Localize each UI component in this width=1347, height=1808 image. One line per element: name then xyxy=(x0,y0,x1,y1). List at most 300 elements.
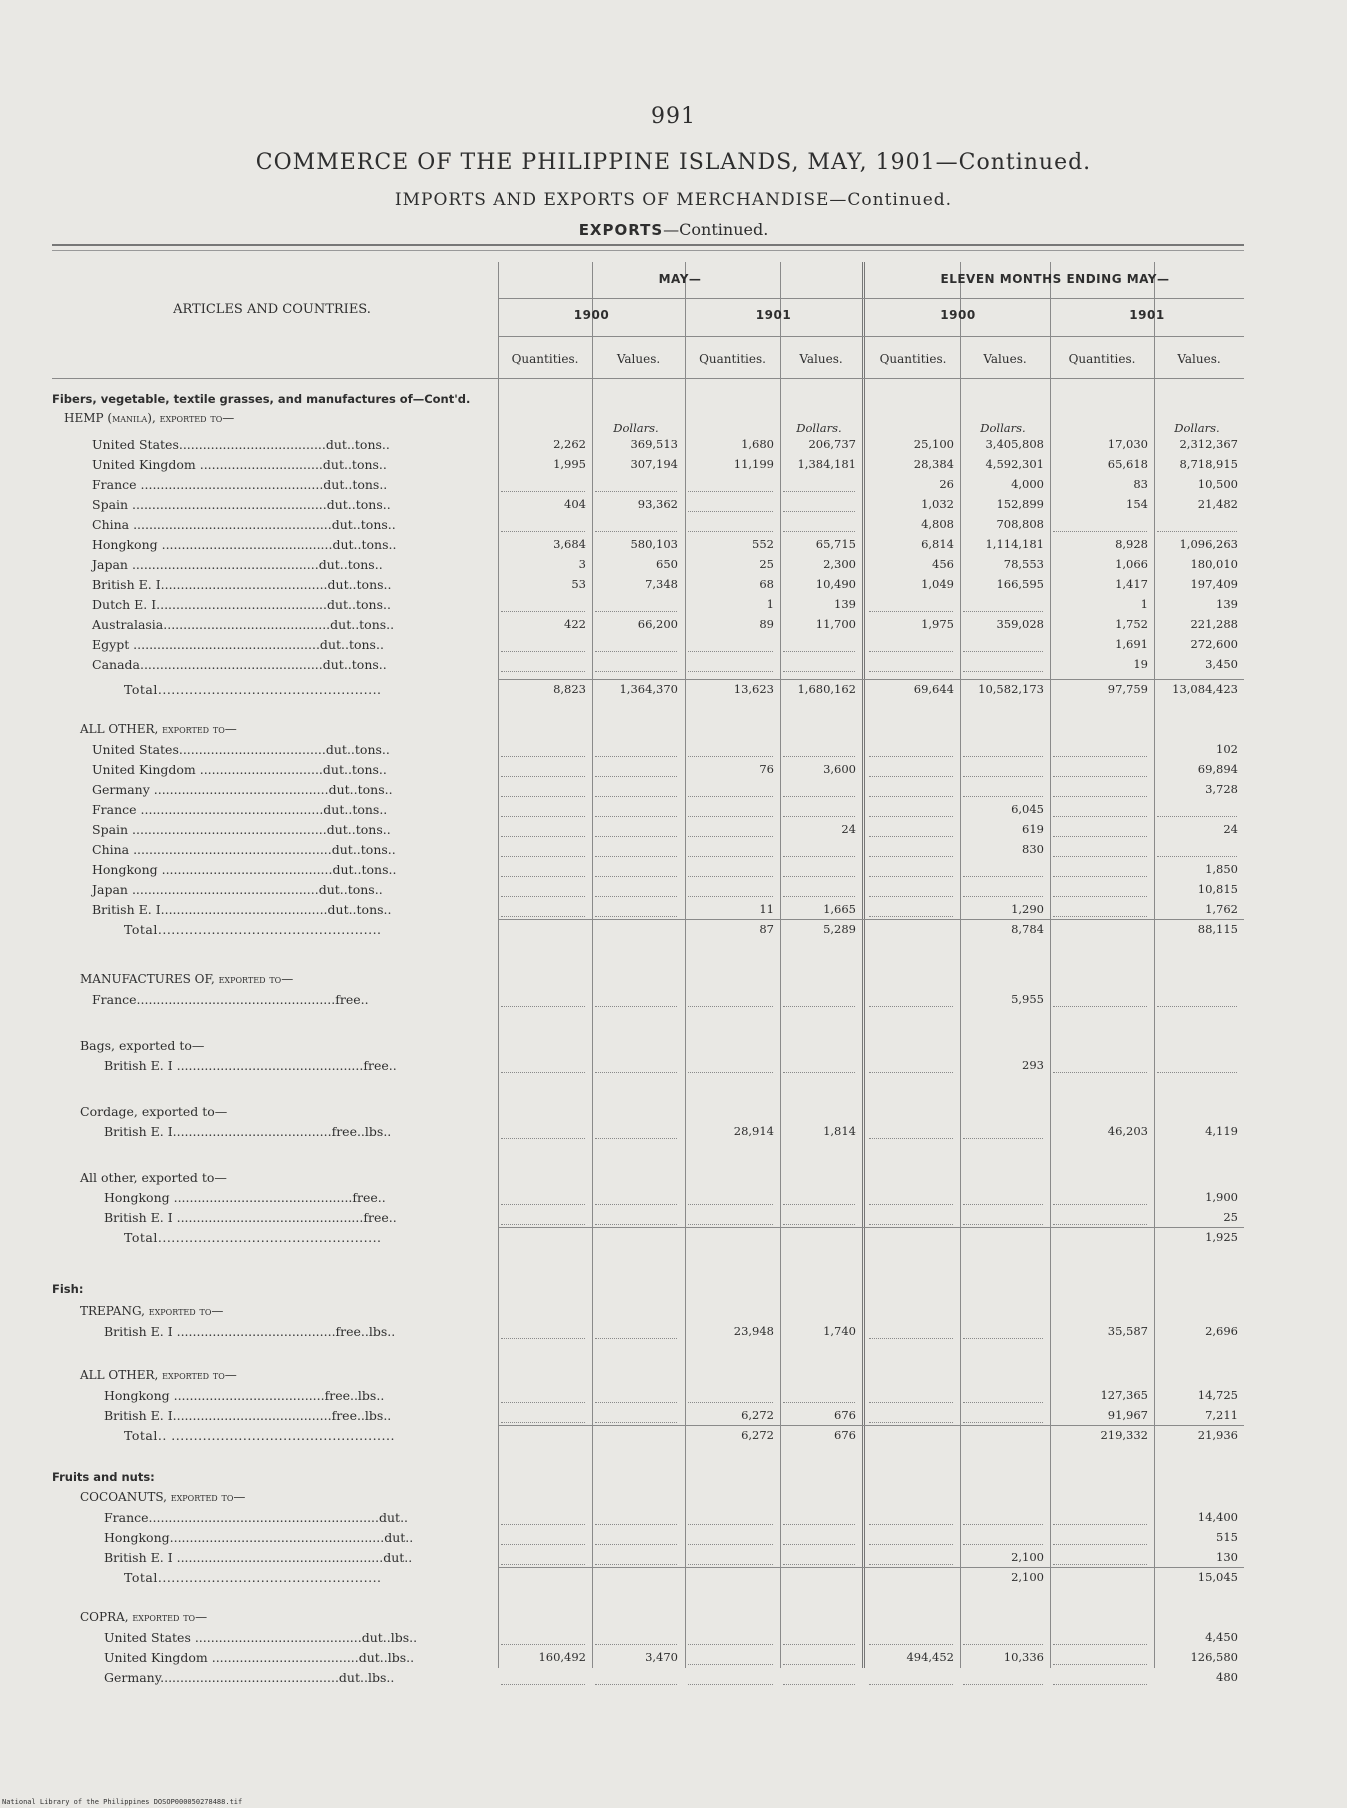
dot-leader xyxy=(595,1564,677,1565)
table-cell: 8,784 xyxy=(1011,922,1044,936)
table-cell: 293 xyxy=(1022,1058,1044,1072)
dot-leader xyxy=(783,1072,855,1073)
table-cell: 127,365 xyxy=(1100,1388,1148,1402)
table-cell: 1,096,263 xyxy=(1179,537,1238,551)
section-title-bold: EXPORTS xyxy=(578,221,664,239)
dot-leader xyxy=(688,1564,773,1565)
dot-leader xyxy=(1157,856,1237,857)
table-cell: 8,718,915 xyxy=(1179,457,1238,471)
col-divider xyxy=(1050,262,1051,1668)
dot-leader xyxy=(783,1224,855,1225)
dot-leader xyxy=(963,896,1043,897)
dot-leader xyxy=(869,876,953,877)
table-cell: 580,103 xyxy=(630,537,678,551)
table-cell: 28,384 xyxy=(913,457,954,471)
dot-leader xyxy=(963,651,1043,652)
dot-leader xyxy=(869,1338,953,1339)
dot-leader xyxy=(783,671,855,672)
table-cell: 87 xyxy=(759,922,774,936)
dot-leader xyxy=(1053,1006,1147,1007)
row-label: British E. I..........................................dut..tons.. xyxy=(92,577,392,592)
table-cell: 1,032 xyxy=(921,497,954,511)
row-label: MANUFACTURES OF, exported to— xyxy=(80,972,294,986)
table-cell: 10,336 xyxy=(1003,1650,1044,1664)
dot-leader xyxy=(869,1138,953,1139)
table-cell: 480 xyxy=(1216,1670,1238,1684)
dot-leader xyxy=(688,1224,773,1225)
dot-leader xyxy=(595,1422,677,1423)
dot-leader xyxy=(963,1422,1043,1423)
dot-leader xyxy=(783,876,855,877)
table-cell: 6,272 xyxy=(741,1428,774,1442)
table-cell: 2,262 xyxy=(553,437,586,451)
total-rule xyxy=(498,1227,1244,1228)
dot-leader xyxy=(595,816,677,817)
table-cell: 68 xyxy=(759,577,774,591)
dot-leader xyxy=(501,1338,585,1339)
dot-leader xyxy=(688,756,773,757)
dot-leader xyxy=(688,531,773,532)
header-quantities: Quantities. xyxy=(1068,352,1136,366)
table-cell: 130 xyxy=(1216,1550,1238,1564)
dot-leader xyxy=(1053,856,1147,857)
table-cell: 154 xyxy=(1126,497,1148,511)
table-cell: 456 xyxy=(932,557,954,571)
unit-label: Dollars. xyxy=(1174,421,1220,435)
row-label: Hongkong ...........................................dut..tons.. xyxy=(92,862,397,877)
table-cell: 69,644 xyxy=(913,682,954,696)
row-label: China ..................................................dut..tons.. xyxy=(92,517,396,532)
dot-leader xyxy=(963,1524,1043,1525)
header-quantities: Quantities. xyxy=(511,352,579,366)
dot-leader xyxy=(869,816,953,817)
header-quantities: Quantities. xyxy=(699,352,766,366)
table-cell: 1,114,181 xyxy=(985,537,1044,551)
row-label: ALL OTHER, exported to— xyxy=(80,722,237,736)
dot-leader xyxy=(1053,1204,1147,1205)
dot-leader xyxy=(869,756,953,757)
dot-leader xyxy=(595,1072,677,1073)
table-cell: 11,700 xyxy=(815,617,856,631)
dot-leader xyxy=(501,1072,585,1073)
dot-leader xyxy=(501,836,585,837)
table-cell: 6,272 xyxy=(741,1408,774,1422)
dot-leader xyxy=(963,1544,1043,1545)
dot-leader xyxy=(963,1138,1043,1139)
row-label: United Kingdom ...............................dut..tons.. xyxy=(92,457,387,472)
table-cell: 13,623 xyxy=(733,682,774,696)
row-label: Total.................................................. xyxy=(124,922,382,937)
dot-leader xyxy=(688,1006,773,1007)
table-cell: 7,348 xyxy=(645,577,678,591)
dot-leader xyxy=(595,491,677,492)
dot-leader xyxy=(869,671,953,672)
dot-leader xyxy=(783,1564,855,1565)
dot-leader xyxy=(1053,816,1147,817)
dot-leader xyxy=(1053,1524,1147,1525)
table-cell: 166,595 xyxy=(996,577,1044,591)
dot-leader xyxy=(595,1402,677,1403)
table-cell: 1,995 xyxy=(553,457,586,471)
col-divider xyxy=(685,262,686,1668)
dot-leader xyxy=(501,776,585,777)
dot-leader xyxy=(595,1684,677,1685)
row-label: Hongkong......................................................dut.. xyxy=(104,1530,414,1545)
dot-leader xyxy=(1157,816,1237,817)
dot-leader xyxy=(688,1402,773,1403)
footer-credit: National Library of the Philippines DOSOP000050278488.tif xyxy=(2,1798,243,1806)
table-cell: 4,000 xyxy=(1011,477,1044,491)
table-cell: 5,289 xyxy=(823,922,856,936)
dot-leader xyxy=(869,1204,953,1205)
table-cell: 139 xyxy=(834,597,856,611)
table-cell: 359,028 xyxy=(996,617,1044,631)
dot-leader xyxy=(595,671,677,672)
row-label: Hongkong .............................................free.. xyxy=(104,1190,386,1205)
table-cell: 180,010 xyxy=(1190,557,1238,571)
row-label: United Kingdom .....................................dut..lbs.. xyxy=(104,1650,415,1665)
dot-leader xyxy=(688,876,773,877)
row-label: Fibers, vegetable, textile grasses, and manufactures of—Cont'd. xyxy=(52,392,471,406)
dot-leader xyxy=(1053,896,1147,897)
table-cell: 76 xyxy=(759,762,774,776)
dot-leader xyxy=(595,1524,677,1525)
row-label: Total.................................................. xyxy=(124,682,382,697)
dot-leader xyxy=(963,1224,1043,1225)
table-cell: 25 xyxy=(759,557,774,571)
table-cell: 197,409 xyxy=(1190,577,1238,591)
dot-leader xyxy=(869,1524,953,1525)
table-cell: 97,759 xyxy=(1107,682,1148,696)
table-cell: 14,400 xyxy=(1197,1510,1238,1524)
dot-leader xyxy=(595,1204,677,1205)
dot-leader xyxy=(1053,1684,1147,1685)
header-period-eleven: ELEVEN MONTHS ENDING MAY— xyxy=(940,272,1170,286)
table-cell: 25 xyxy=(1223,1210,1238,1224)
row-label: France..................................................free.. xyxy=(92,992,369,1007)
dot-leader xyxy=(501,1544,585,1545)
dot-leader xyxy=(783,1204,855,1205)
dot-leader xyxy=(595,776,677,777)
total-rule xyxy=(498,1425,1244,1426)
dot-leader xyxy=(869,1072,953,1073)
table-cell: 2,300 xyxy=(823,557,856,571)
table-cell: 28,914 xyxy=(733,1124,774,1138)
dot-leader xyxy=(595,1644,677,1645)
header-rule xyxy=(498,298,1244,299)
table-cell: 21,936 xyxy=(1197,1428,1238,1442)
dot-leader xyxy=(595,836,677,837)
table-cell: 3,405,808 xyxy=(985,437,1044,451)
row-label: COCOANUTS, exported to— xyxy=(80,1490,246,1504)
table-cell: 3,684 xyxy=(553,537,586,551)
dot-leader xyxy=(783,491,855,492)
table-cell: 7,211 xyxy=(1205,1408,1238,1422)
table-cell: 1 xyxy=(1140,597,1148,611)
row-label: United Kingdom ...............................dut..tons.. xyxy=(92,762,387,777)
dot-leader xyxy=(595,876,677,877)
dot-leader xyxy=(501,1006,585,1007)
table-cell: 102 xyxy=(1216,742,1238,756)
dot-leader xyxy=(869,856,953,857)
table-cell: 676 xyxy=(834,1428,856,1442)
table-cell: 24 xyxy=(841,822,856,836)
dot-leader xyxy=(1053,1644,1147,1645)
header-rule xyxy=(498,336,1244,337)
col-divider xyxy=(498,262,499,1668)
dot-leader xyxy=(783,1524,855,1525)
table-cell: 1,975 xyxy=(921,617,954,631)
dot-leader xyxy=(688,896,773,897)
dot-leader xyxy=(501,1224,585,1225)
dot-leader xyxy=(963,1338,1043,1339)
dot-leader xyxy=(595,856,677,857)
top-rule-secondary xyxy=(52,250,1244,251)
dot-leader xyxy=(783,1664,855,1665)
dot-leader xyxy=(595,1338,677,1339)
dot-leader xyxy=(1053,836,1147,837)
row-label: China ..................................................dut..tons.. xyxy=(92,842,396,857)
dot-leader xyxy=(688,1072,773,1073)
row-label: HEMP (manila), exported to— xyxy=(64,411,235,425)
col-divider xyxy=(780,262,781,1668)
table-cell: 24 xyxy=(1223,822,1238,836)
row-label: Hongkong ...........................................dut..tons.. xyxy=(92,537,397,552)
dot-leader xyxy=(869,1684,953,1685)
table-cell: 1,384,181 xyxy=(797,457,856,471)
dot-leader xyxy=(869,1006,953,1007)
col-divider xyxy=(1154,262,1155,1668)
table-cell: 10,582,173 xyxy=(978,682,1044,696)
row-label: Fruits and nuts: xyxy=(52,1470,155,1484)
dot-leader xyxy=(963,756,1043,757)
table-cell: 13,084,423 xyxy=(1172,682,1238,696)
dot-leader xyxy=(869,1544,953,1545)
dot-leader xyxy=(783,651,855,652)
row-label: British E. I ........................................free..lbs.. xyxy=(104,1324,396,1339)
dot-leader xyxy=(688,1644,773,1645)
dot-leader xyxy=(688,1684,773,1685)
table-cell: 21,482 xyxy=(1197,497,1238,511)
table-cell: 1,740 xyxy=(823,1324,856,1338)
header-year-may-1900: 1900 xyxy=(573,308,610,322)
table-cell: 11 xyxy=(759,902,774,916)
table-cell: 88,115 xyxy=(1197,922,1238,936)
dot-leader xyxy=(688,836,773,837)
row-label: Bags, exported to— xyxy=(80,1038,205,1053)
row-label: Total.. .................................................. xyxy=(124,1428,395,1443)
table-cell: 3,470 xyxy=(645,1650,678,1664)
dot-leader xyxy=(1053,1564,1147,1565)
dot-leader xyxy=(783,1402,855,1403)
dot-leader xyxy=(783,1644,855,1645)
dot-leader xyxy=(869,1224,953,1225)
dot-leader xyxy=(501,1138,585,1139)
table-cell: 160,492 xyxy=(538,1650,586,1664)
dot-leader xyxy=(688,511,773,512)
header-quantities: Quantities. xyxy=(879,352,947,366)
table-cell: 126,580 xyxy=(1190,1650,1238,1664)
dot-leader xyxy=(1157,1006,1237,1007)
dot-leader xyxy=(963,1204,1043,1205)
row-label: Total.................................................. xyxy=(124,1230,382,1245)
dot-leader xyxy=(501,876,585,877)
header-year-eleven-1901: 1901 xyxy=(1129,308,1165,322)
dot-leader xyxy=(501,1422,585,1423)
dot-leader xyxy=(869,651,953,652)
table-cell: 8,823 xyxy=(553,682,586,696)
table-cell: 4,450 xyxy=(1205,1630,1238,1644)
table-cell: 552 xyxy=(752,537,774,551)
table-cell: 1,762 xyxy=(1205,902,1238,916)
dot-leader xyxy=(963,876,1043,877)
dot-leader xyxy=(688,671,773,672)
header-values: Values. xyxy=(616,352,661,366)
dot-leader xyxy=(501,531,585,532)
table-cell: 1,680,162 xyxy=(797,682,856,696)
dot-leader xyxy=(783,816,855,817)
header-values: Values. xyxy=(983,352,1027,366)
dot-leader xyxy=(688,796,773,797)
dot-leader xyxy=(869,916,953,917)
table-cell: 83 xyxy=(1133,477,1148,491)
table-cell: 1,290 xyxy=(1011,902,1044,916)
table-cell: 219,332 xyxy=(1100,1428,1148,1442)
table-cell: 676 xyxy=(834,1408,856,1422)
table-cell: 152,899 xyxy=(996,497,1044,511)
dot-leader xyxy=(963,611,1043,612)
table-cell: 15,045 xyxy=(1197,1570,1238,1584)
table-cell: 1,925 xyxy=(1205,1230,1238,1244)
dot-leader xyxy=(783,756,855,757)
dot-leader xyxy=(1053,1664,1147,1665)
table-cell: 10,490 xyxy=(815,577,856,591)
table-cell: 10,500 xyxy=(1197,477,1238,491)
table-cell: 221,288 xyxy=(1190,617,1238,631)
row-label: United States.....................................dut..tons.. xyxy=(92,437,390,452)
table-cell: 307,194 xyxy=(630,457,678,471)
dot-leader xyxy=(869,1644,953,1645)
dot-leader xyxy=(501,1524,585,1525)
dot-leader xyxy=(501,671,585,672)
dot-leader xyxy=(783,896,855,897)
col-divider xyxy=(960,262,961,1668)
table-cell: 1,680 xyxy=(741,437,774,451)
table-cell: 422 xyxy=(564,617,586,631)
dot-leader xyxy=(1053,1224,1147,1225)
section-title-rest: —Continued. xyxy=(663,220,769,239)
header-bottom-rule xyxy=(52,378,1244,379)
dot-leader xyxy=(783,531,855,532)
dot-leader xyxy=(963,1644,1043,1645)
table-cell: 91,967 xyxy=(1107,1408,1148,1422)
table-cell: 17,030 xyxy=(1107,437,1148,451)
row-label: Dutch E. I...........................................dut..tons.. xyxy=(92,597,391,612)
row-label: British E. I..........................................dut..tons.. xyxy=(92,902,392,917)
dot-leader xyxy=(1053,1072,1147,1073)
table-cell: 6,814 xyxy=(921,537,954,551)
dot-leader xyxy=(783,1544,855,1545)
table-cell: 650 xyxy=(656,557,678,571)
dot-leader xyxy=(501,1204,585,1205)
dot-leader xyxy=(688,651,773,652)
row-label: TREPANG, exported to— xyxy=(80,1304,224,1318)
dot-leader xyxy=(501,796,585,797)
table-cell: 369,513 xyxy=(630,437,678,451)
table-cell: 19 xyxy=(1133,657,1148,671)
table-cell: 10,815 xyxy=(1197,882,1238,896)
table-cell: 53 xyxy=(571,577,586,591)
dot-leader xyxy=(595,611,677,612)
table-cell: 2,696 xyxy=(1205,1324,1238,1338)
dot-leader xyxy=(963,1402,1043,1403)
dot-leader xyxy=(501,856,585,857)
dot-leader xyxy=(963,671,1043,672)
top-rule xyxy=(52,244,1244,246)
total-rule xyxy=(498,919,1244,920)
dot-leader xyxy=(595,916,677,917)
header-period-may: MAY— xyxy=(658,272,702,286)
dot-leader xyxy=(595,896,677,897)
header-year-eleven-1900: 1900 xyxy=(940,308,976,322)
dot-leader xyxy=(501,1644,585,1645)
col-divider xyxy=(592,262,593,1668)
row-label: All other, exported to— xyxy=(80,1170,227,1185)
dot-leader xyxy=(501,756,585,757)
unit-label: Dollars. xyxy=(796,421,842,435)
header-values: Values. xyxy=(1177,352,1221,366)
section-title xyxy=(0,220,1347,239)
table-cell: 1,752 xyxy=(1115,617,1148,631)
table-cell: 1 xyxy=(766,597,774,611)
table-cell: 35,587 xyxy=(1107,1324,1148,1338)
row-label: France..........................................................dut.. xyxy=(104,1510,409,1525)
table-cell: 515 xyxy=(1216,1530,1238,1544)
col-divider-double xyxy=(862,262,865,1668)
row-label: Fish: xyxy=(52,1282,84,1296)
row-label: Australasia..........................................dut..tons.. xyxy=(92,617,395,632)
dot-leader xyxy=(501,1564,585,1565)
table-cell: 206,737 xyxy=(808,437,856,451)
unit-label: Dollars. xyxy=(613,421,659,435)
dot-leader xyxy=(501,816,585,817)
total-rule xyxy=(498,679,1244,680)
dot-leader xyxy=(963,776,1043,777)
dot-leader xyxy=(1157,531,1237,532)
dot-leader xyxy=(1053,876,1147,877)
row-label: British E. I ...............................................free.. xyxy=(104,1210,397,1225)
table-cell: 2,100 xyxy=(1011,1570,1044,1584)
table-cell: 1,049 xyxy=(921,577,954,591)
table-cell: 1,850 xyxy=(1205,862,1238,876)
table-cell: 4,808 xyxy=(921,517,954,531)
header-year-may-1901: 1901 xyxy=(755,308,792,322)
table-cell: 4,592,301 xyxy=(985,457,1044,471)
table-cell: 1,665 xyxy=(823,902,856,916)
unit-label: Dollars. xyxy=(980,421,1026,435)
dot-leader xyxy=(1157,1072,1237,1073)
table-cell: 708,808 xyxy=(996,517,1044,531)
dot-leader xyxy=(869,896,953,897)
dot-leader xyxy=(501,491,585,492)
dot-leader xyxy=(688,1544,773,1545)
dot-leader xyxy=(595,1138,677,1139)
dot-leader xyxy=(595,1544,677,1545)
dot-leader xyxy=(501,916,585,917)
table-cell: 1,814 xyxy=(823,1124,856,1138)
dot-leader xyxy=(501,896,585,897)
row-label: Germany ............................................dut..tons.. xyxy=(92,782,393,797)
